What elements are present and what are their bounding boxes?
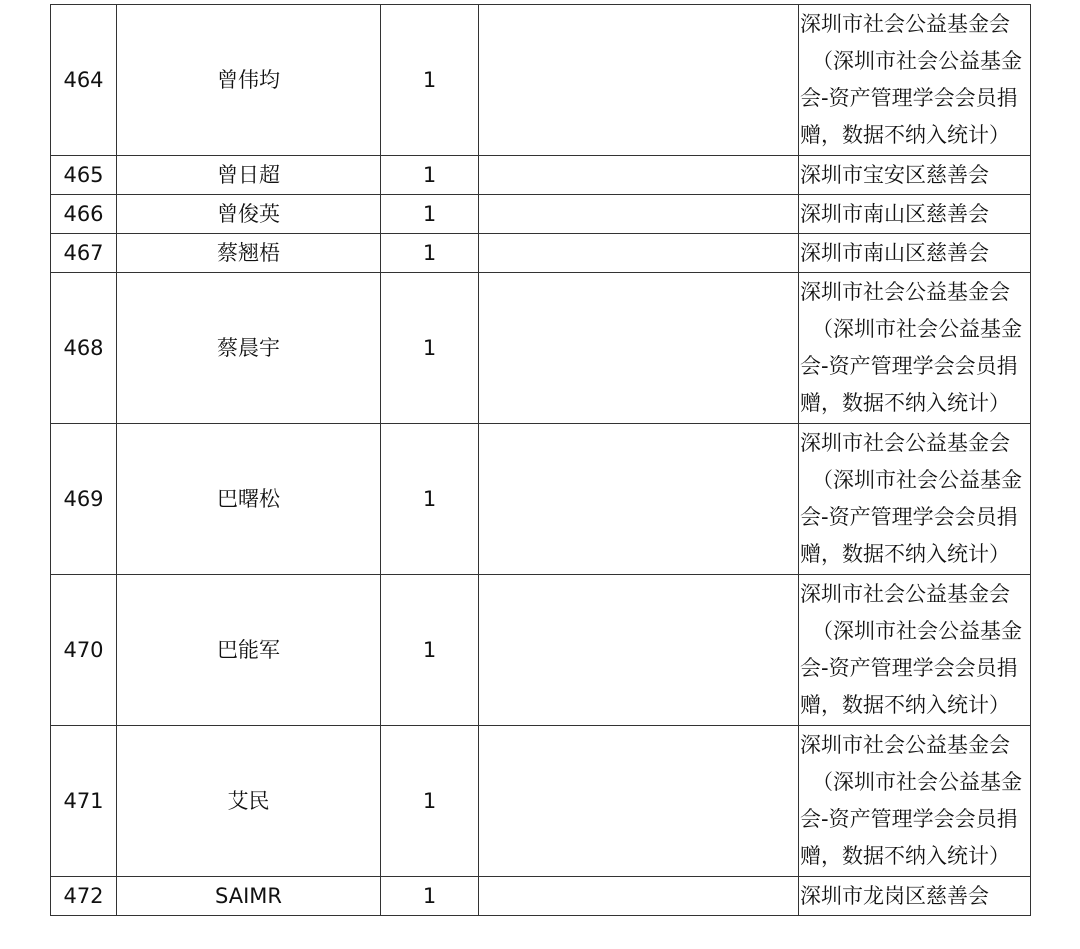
donation-quantity: 1 (381, 234, 479, 273)
org-line: 深圳市社会公益基金会 (800, 280, 1010, 304)
donation-quantity: 1 (381, 273, 479, 424)
donor-table-body (51, 5, 1031, 916)
row-number: 464 (51, 5, 117, 156)
table-row (51, 575, 1031, 726)
org-line: 深圳市南山区慈善会 (800, 201, 989, 226)
org-line: 会-资产管理学会会员捐 (800, 354, 1018, 378)
org-line: （深圳市社会公益基金 (812, 49, 1022, 73)
org-line: 赠，数据不纳入统计） (800, 693, 1010, 717)
donation-quantity: 1 (381, 156, 479, 195)
empty-cell (479, 195, 799, 234)
org-line: 深圳市社会公益基金会 (800, 12, 1010, 36)
empty-cell (479, 273, 799, 424)
donor-name: 蔡晨宇 (117, 273, 381, 424)
org-line: 赠，数据不纳入统计） (800, 123, 1010, 147)
receiving-organization (799, 424, 1031, 575)
empty-cell (479, 234, 799, 273)
donor-name: SAIMR (117, 877, 381, 916)
row-number: 471 (51, 726, 117, 877)
receiving-organization (799, 195, 1031, 234)
org-line: （深圳市社会公益基金 (812, 468, 1022, 492)
org-line: 会-资产管理学会会员捐 (800, 505, 1018, 529)
receiving-organization (799, 156, 1031, 195)
empty-cell (479, 424, 799, 575)
donor-name: 巴曙松 (117, 424, 381, 575)
receiving-organization (799, 726, 1031, 877)
receiving-organization (799, 877, 1031, 916)
donor-name: 曾俊英 (117, 195, 381, 234)
receiving-organization (799, 273, 1031, 424)
org-line: 深圳市南山区慈善会 (800, 240, 989, 265)
table-row (51, 273, 1031, 424)
row-number: 466 (51, 195, 117, 234)
receiving-organization (799, 5, 1031, 156)
org-line: （深圳市社会公益基金 (812, 770, 1022, 794)
donation-quantity: 1 (381, 5, 479, 156)
donor-name: 蔡翘梧 (117, 234, 381, 273)
table-row (51, 5, 1031, 156)
donor-name: 艾民 (117, 726, 381, 877)
org-line: 深圳市社会公益基金会 (800, 733, 1010, 757)
donation-quantity: 1 (381, 195, 479, 234)
donor-table (50, 4, 1031, 916)
empty-cell (479, 5, 799, 156)
table-row (51, 877, 1031, 916)
org-line: 会-资产管理学会会员捐 (800, 86, 1018, 110)
table-row (51, 195, 1031, 234)
org-line: （深圳市社会公益基金 (812, 317, 1022, 341)
org-line: 深圳市宝安区慈善会 (800, 162, 989, 187)
row-number: 468 (51, 273, 117, 424)
receiving-organization (799, 575, 1031, 726)
org-line: 深圳市社会公益基金会 (800, 582, 1010, 606)
table-row (51, 156, 1031, 195)
org-line: （深圳市社会公益基金 (812, 619, 1022, 643)
empty-cell (479, 877, 799, 916)
donation-quantity: 1 (381, 726, 479, 877)
empty-cell (479, 575, 799, 726)
org-line: 深圳市龙岗区慈善会 (800, 883, 989, 908)
org-line: 会-资产管理学会会员捐 (800, 656, 1018, 680)
org-line: 深圳市社会公益基金会 (800, 431, 1010, 455)
empty-cell (479, 156, 799, 195)
row-number: 470 (51, 575, 117, 726)
donor-name: 巴能军 (117, 575, 381, 726)
donation-quantity: 1 (381, 877, 479, 916)
org-line: 赠，数据不纳入统计） (800, 391, 1010, 415)
empty-cell (479, 726, 799, 877)
org-line: 会-资产管理学会会员捐 (800, 807, 1018, 831)
receiving-organization (799, 234, 1031, 273)
row-number: 472 (51, 877, 117, 916)
table-row (51, 234, 1031, 273)
row-number: 465 (51, 156, 117, 195)
donation-quantity: 1 (381, 424, 479, 575)
row-number: 467 (51, 234, 117, 273)
donor-name: 曾伟均 (117, 5, 381, 156)
row-number: 469 (51, 424, 117, 575)
donor-name: 曾日超 (117, 156, 381, 195)
table-row (51, 726, 1031, 877)
org-line: 赠，数据不纳入统计） (800, 844, 1010, 868)
table-row (51, 424, 1031, 575)
org-line: 赠，数据不纳入统计） (800, 542, 1010, 566)
donation-quantity: 1 (381, 575, 479, 726)
